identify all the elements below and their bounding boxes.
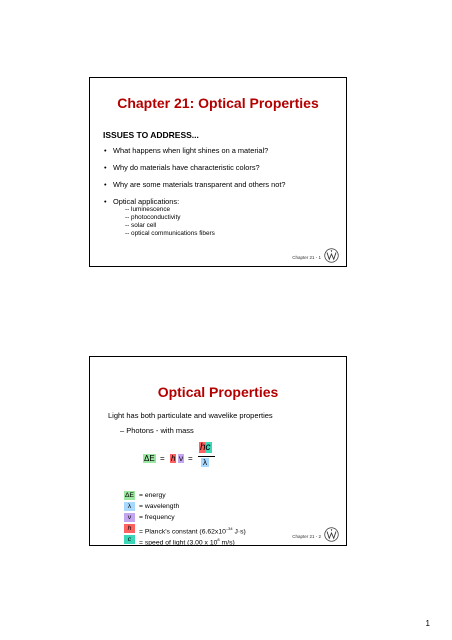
university-logo-icon	[324, 248, 339, 263]
slide-footer: Chapter 21 - 2	[292, 534, 321, 539]
definition-row	[124, 535, 235, 547]
eq-nu: ν	[179, 454, 183, 463]
eq-h: h	[171, 454, 176, 463]
issues-heading: ISSUES TO ADDRESS...	[103, 130, 199, 140]
definition-row	[124, 491, 166, 500]
definition-text: = wavelength	[139, 503, 180, 510]
intro-text: Light has both particulate and wavelike properties	[108, 411, 273, 420]
slide-title: Chapter 21: Optical Properties	[117, 95, 319, 111]
application-item: -- luminescence	[125, 206, 171, 213]
photons-text: – Photons - with mass	[120, 426, 194, 435]
slide-chapter-21-1	[89, 77, 347, 267]
slide-footer: Chapter 21 - 1	[292, 255, 321, 260]
eq-hc: hc	[200, 442, 211, 453]
fraction-bar	[198, 456, 215, 457]
university-logo-icon	[324, 527, 339, 542]
definition-row	[124, 502, 180, 511]
bullet-item: • What happens when light shines on a material?	[104, 146, 344, 155]
application-item: -- optical communications fibers	[125, 230, 215, 237]
bullet-item: • Why do materials have characteristic colors?	[104, 163, 344, 172]
page-number: 1	[425, 619, 430, 628]
application-item: -- solar cell	[125, 222, 157, 229]
definition-text: = energy	[139, 492, 166, 499]
eq-equals: =	[160, 454, 165, 463]
definition-row	[124, 524, 246, 536]
bullet-text: Optical applications:	[113, 197, 180, 206]
slide-title: Optical Properties	[157, 384, 279, 400]
definition-symbol: ν	[124, 513, 135, 522]
application-item: -- photoconductivity	[125, 214, 181, 221]
definition-symbol: c	[124, 535, 135, 544]
eq-lambda: λ	[203, 458, 207, 467]
definition-symbol: h	[124, 524, 135, 533]
definition-row	[124, 513, 175, 522]
definition-symbol: λ	[124, 502, 135, 511]
bullet-item	[104, 197, 344, 238]
energy-equation	[143, 442, 243, 482]
definition-symbol: ΔE	[124, 492, 135, 499]
definition-text: = frequency	[139, 514, 175, 521]
definition-text: = Planck's constant ($6.62x10^{-34}$ J·s)	[139, 526, 246, 536]
definition-text: = speed of light (3.00 x $10^8$ m/s)	[139, 537, 235, 547]
bullet-item: • Why are some materials transparent and others not?	[104, 180, 344, 189]
slide-chapter-21-2	[89, 356, 347, 546]
eq-delta-e: ΔE	[144, 454, 155, 463]
eq-equals: =	[188, 454, 193, 463]
bullet-list	[104, 146, 344, 238]
